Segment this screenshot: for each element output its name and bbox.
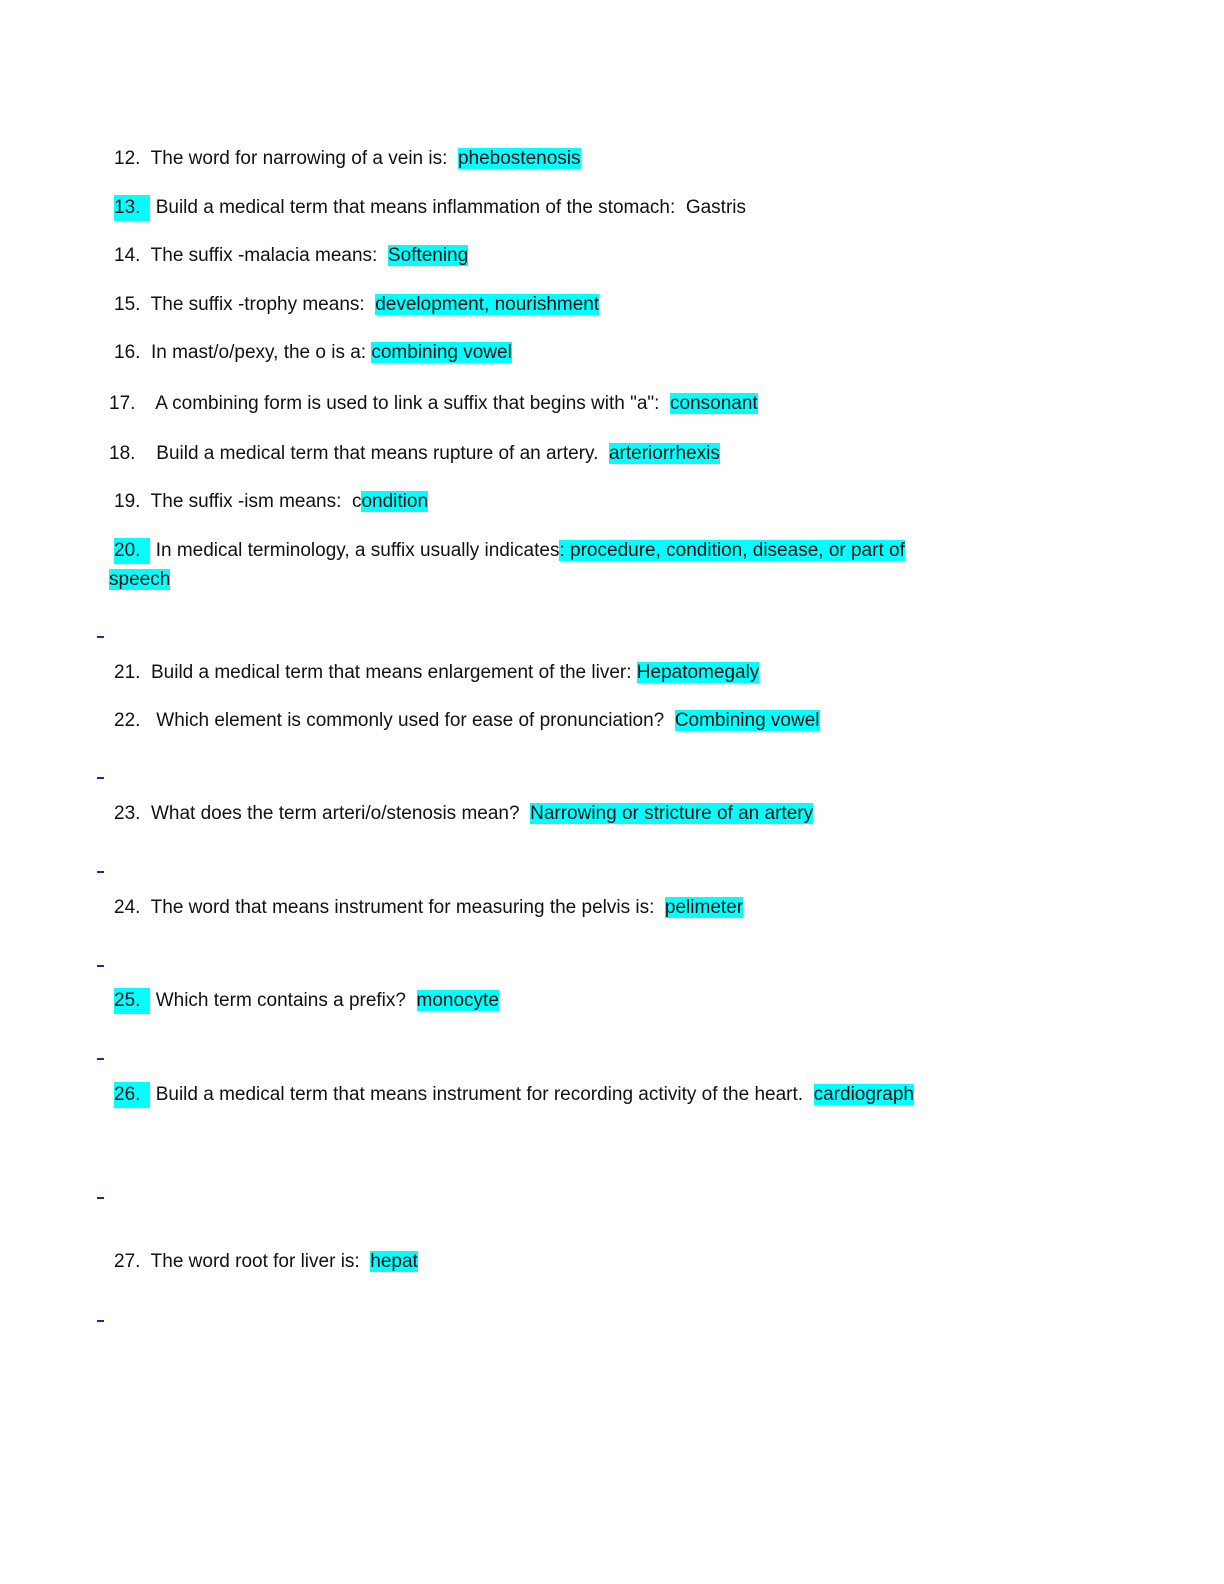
question-26 bbox=[114, 1082, 914, 1108]
question-text: The suffix -ism means: c bbox=[150, 491, 362, 512]
blue-dash-marker bbox=[97, 965, 104, 967]
question-text: Build a medical term that means enlargement of the liver: bbox=[150, 662, 637, 683]
question-text: In mast/o/pexy, the o is a: bbox=[150, 342, 372, 363]
blue-dash-marker bbox=[97, 1058, 104, 1060]
question-number: 17. bbox=[109, 393, 136, 414]
answer-highlight: Softening bbox=[387, 245, 469, 266]
question-13 bbox=[114, 195, 746, 221]
question-25 bbox=[114, 988, 499, 1014]
question-text: Build a medical term that means inflammation of the stomach: Gastris bbox=[155, 197, 747, 218]
answer-highlight: consonant bbox=[670, 393, 758, 414]
question-number: 21. bbox=[114, 662, 141, 683]
question-text: The word root for liver is: bbox=[150, 1251, 371, 1272]
answer-highlight: Hepatomegaly bbox=[636, 662, 760, 683]
question-text: Build a medical term that means instrument for recording activity of the heart. bbox=[155, 1084, 814, 1105]
question-number: 26. bbox=[114, 1082, 150, 1108]
question-number: 12. bbox=[114, 148, 141, 169]
answer-highlight: speech bbox=[109, 569, 171, 590]
question-number: 18. bbox=[109, 443, 136, 464]
question-text: In medical terminology, a suffix usually indicates bbox=[155, 540, 560, 561]
question-number: 13. bbox=[114, 195, 150, 221]
question-22 bbox=[114, 708, 820, 734]
blue-dash-marker bbox=[97, 871, 104, 873]
answer-highlight: cardiograph bbox=[813, 1084, 914, 1105]
question-number: 22. bbox=[114, 710, 141, 731]
blue-dash-marker bbox=[97, 1320, 104, 1322]
question-text: Which element is commonly used for ease of pronunciation? bbox=[150, 710, 675, 731]
question-15 bbox=[114, 292, 599, 318]
question-12 bbox=[114, 146, 581, 172]
question-16 bbox=[114, 340, 512, 366]
question-20 bbox=[114, 538, 905, 564]
question-14 bbox=[114, 243, 468, 269]
question-text: Build a medical term that means rupture of an artery. bbox=[156, 443, 609, 464]
question-number: 27. bbox=[114, 1251, 141, 1272]
blue-dash-marker bbox=[97, 636, 104, 638]
question-number: 25. bbox=[114, 988, 150, 1014]
question-text: The word that means instrument for measuring the pelvis is: bbox=[150, 897, 665, 918]
question-20-continuation bbox=[109, 567, 170, 593]
question-text: The suffix -trophy means: bbox=[150, 294, 376, 315]
question-text: The suffix -malacia means: bbox=[150, 245, 388, 266]
question-number: 16. bbox=[114, 342, 141, 363]
question-18 bbox=[109, 441, 720, 467]
answer-highlight: phebostenosis bbox=[457, 148, 581, 169]
question-24 bbox=[114, 895, 743, 921]
question-text: What does the term arteri/o/stenosis mean? bbox=[150, 803, 531, 824]
blue-dash-marker bbox=[97, 777, 104, 779]
question-17 bbox=[109, 391, 758, 417]
question-text: Which term contains a prefix? bbox=[155, 990, 417, 1011]
question-23 bbox=[114, 801, 813, 827]
answer-highlight: monocyte bbox=[416, 990, 499, 1011]
question-number: 24. bbox=[114, 897, 141, 918]
answer-highlight: arteriorrhexis bbox=[608, 443, 720, 464]
answer-highlight: Narrowing or stricture of an artery bbox=[530, 803, 814, 824]
question-19 bbox=[114, 489, 428, 515]
answer-highlight: pelimeter bbox=[664, 897, 744, 918]
blue-dash-marker bbox=[97, 1197, 104, 1199]
answer-highlight: : procedure, condition, disease, or part of bbox=[559, 540, 905, 561]
question-text: A combining form is used to link a suffix that begins with "a": bbox=[155, 393, 671, 414]
question-21 bbox=[114, 660, 759, 686]
question-number: 15. bbox=[114, 294, 141, 315]
question-27 bbox=[114, 1249, 418, 1275]
answer-highlight: ondition bbox=[361, 491, 429, 512]
question-number: 14. bbox=[114, 245, 141, 266]
answer-highlight: hepat bbox=[370, 1251, 418, 1272]
question-number: 23. bbox=[114, 803, 141, 824]
answer-highlight: combining vowel bbox=[371, 342, 512, 363]
question-number: 20. bbox=[114, 538, 150, 564]
answer-highlight: Combining vowel bbox=[674, 710, 820, 731]
question-number: 19. bbox=[114, 491, 141, 512]
answer-highlight: development, nourishment bbox=[375, 294, 600, 315]
question-text: The word for narrowing of a vein is: bbox=[150, 148, 458, 169]
